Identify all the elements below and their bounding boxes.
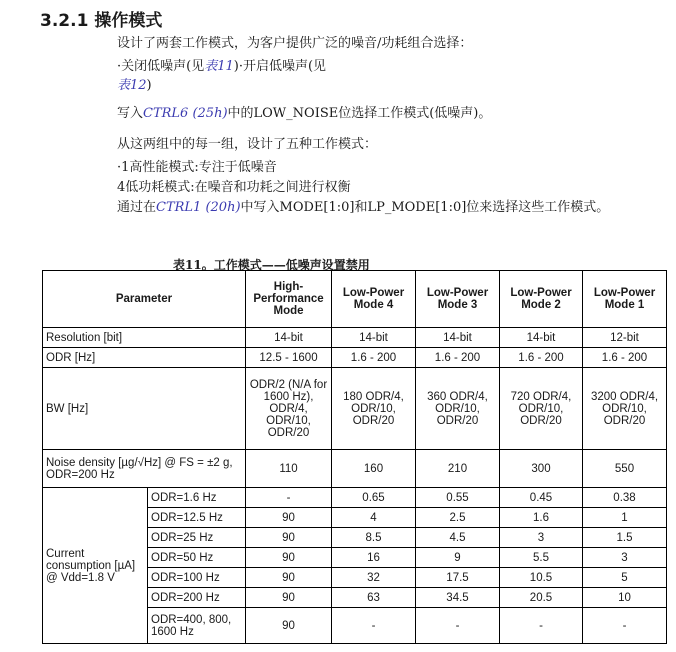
table-row bbox=[43, 488, 667, 508]
table-cell: 0.38 bbox=[583, 488, 667, 508]
table-cell: 16 bbox=[332, 548, 416, 568]
current-consumption-label: Current consumption [µA] @ Vdd=1.8 V bbox=[43, 488, 148, 644]
table-cell: 90 bbox=[246, 588, 332, 608]
line2-middle: )·开启低噪声(见 bbox=[233, 59, 327, 74]
header-low-power-4: Low-Power Mode 4 bbox=[332, 271, 416, 328]
odr-label: ODR=1.6 Hz bbox=[148, 488, 246, 508]
table-cell: 10 bbox=[583, 588, 667, 608]
table-cell: 0.65 bbox=[332, 488, 416, 508]
table-cell: 1.6 - 200 bbox=[500, 348, 583, 368]
table-cell: 3 bbox=[500, 528, 583, 548]
table-cell: 63 bbox=[332, 588, 416, 608]
table-cell: 20.5 bbox=[500, 588, 583, 608]
ctrl6-line bbox=[117, 102, 491, 121]
table-cell: 5 bbox=[583, 568, 667, 588]
line7-suffix: 中写入MODE[1:0]和LP_MODE[1:0]位来选择这些工作模式。 bbox=[240, 200, 610, 215]
odr-label: ODR=50 Hz bbox=[148, 548, 246, 568]
table-cell: 17.5 bbox=[416, 568, 500, 588]
table-cell: 4 bbox=[332, 508, 416, 528]
table11-link[interactable]: 表11 bbox=[204, 59, 234, 74]
table-cell: 9 bbox=[416, 548, 500, 568]
table-cell: 1.5 bbox=[583, 528, 667, 548]
table-cell: 14-bit bbox=[500, 328, 583, 348]
table-cell: 1.6 - 200 bbox=[332, 348, 416, 368]
row-label: Resolution [bit] bbox=[43, 328, 246, 348]
line2-prefix: ·关闭低噪声(见 bbox=[117, 59, 205, 74]
table-cell: 360 ODR/4, ODR/10, ODR/20 bbox=[416, 368, 500, 450]
table-cell: 550 bbox=[583, 450, 667, 488]
table-row bbox=[43, 368, 667, 450]
header-parameter: Parameter bbox=[43, 271, 246, 328]
table-row bbox=[43, 348, 667, 368]
table-cell: 90 bbox=[246, 608, 332, 644]
table-cell: 160 bbox=[332, 450, 416, 488]
table12-link[interactable]: 表12 bbox=[117, 78, 147, 93]
row-label: Noise density [µg/√Hz] @ FS = ±2 g, ODR=200 Hz bbox=[43, 450, 246, 488]
ctrl1-line bbox=[117, 196, 609, 215]
table-row bbox=[43, 328, 667, 348]
ctrl1-link[interactable]: CTRL1 (20h) bbox=[156, 200, 241, 215]
table-cell: 3 bbox=[583, 548, 667, 568]
table-cell: 720 ODR/4, ODR/10, ODR/20 bbox=[500, 368, 583, 450]
table-cell: 180 ODR/4, ODR/10, ODR/20 bbox=[332, 368, 416, 450]
odr-label: ODR=12.5 Hz bbox=[148, 508, 246, 528]
five-modes-text: 从这两组中的每一组，设计了五种工作模式： bbox=[117, 137, 378, 152]
ctrl6-link[interactable]: CTRL6 (25h) bbox=[143, 106, 228, 121]
table-cell: 300 bbox=[500, 450, 583, 488]
line2-suffix: ) bbox=[146, 78, 152, 93]
table-cell: 1 bbox=[583, 508, 667, 528]
table-cell: 32 bbox=[332, 568, 416, 588]
operating-modes-table bbox=[42, 270, 667, 644]
low-power-text: 4低功耗模式:在噪音和功耗之间进行权衡 bbox=[117, 180, 351, 195]
line3-suffix: 中的LOW_NOISE位选择工作模式(低噪声)。 bbox=[227, 106, 492, 121]
table-cell: 0.55 bbox=[416, 488, 500, 508]
odr-label: ODR=100 Hz bbox=[148, 568, 246, 588]
odr-label: ODR=200 Hz bbox=[148, 588, 246, 608]
table-cell: ODR/2 (N/A for 1600 Hz), ODR/4, ODR/10, ODR/20 bbox=[246, 368, 332, 450]
table-cell: 0.45 bbox=[500, 488, 583, 508]
table-cell: - bbox=[583, 608, 667, 644]
table-cell: 90 bbox=[246, 528, 332, 548]
table-cell: 90 bbox=[246, 548, 332, 568]
header-low-power-2: Low-Power Mode 2 bbox=[500, 271, 583, 328]
header-low-power-3: Low-Power Mode 3 bbox=[416, 271, 500, 328]
table-cell: 1.6 bbox=[500, 508, 583, 528]
row-label: BW [Hz] bbox=[43, 368, 246, 450]
line7-prefix: 通过在 bbox=[117, 200, 157, 215]
table-cell: 12-bit bbox=[583, 328, 667, 348]
intro-text: 设计了两套工作模式，为客户提供广泛的噪音/功耗组合选择： bbox=[117, 36, 473, 51]
header-high-performance: High-Performance Mode bbox=[246, 271, 332, 328]
odr-label: ODR=400, 800, 1600 Hz bbox=[148, 608, 246, 644]
table-cell: 4.5 bbox=[416, 528, 500, 548]
table-cell: 1.6 - 200 bbox=[416, 348, 500, 368]
table-cell: - bbox=[332, 608, 416, 644]
table-cell: 34.5 bbox=[416, 588, 500, 608]
table-cell: 90 bbox=[246, 568, 332, 588]
table-cell: 1.6 - 200 bbox=[583, 348, 667, 368]
header-low-power-1: Low-Power Mode 1 bbox=[583, 271, 667, 328]
table-row bbox=[43, 450, 667, 488]
table-cell: 3200 ODR/4, ODR/10, ODR/20 bbox=[583, 368, 667, 450]
table-cell: 8.5 bbox=[332, 528, 416, 548]
table-cell: - bbox=[500, 608, 583, 644]
section-heading: 3.2.1 操作模式 bbox=[40, 11, 163, 31]
table-cell: 110 bbox=[246, 450, 332, 488]
table-cell: 5.5 bbox=[500, 548, 583, 568]
mode-options-line bbox=[117, 57, 326, 95]
row-label: ODR [Hz] bbox=[43, 348, 246, 368]
table-cell: 14-bit bbox=[332, 328, 416, 348]
table-cell: 10.5 bbox=[500, 568, 583, 588]
table-cell: 90 bbox=[246, 508, 332, 528]
table-header-row bbox=[43, 271, 667, 328]
table-cell: - bbox=[416, 608, 500, 644]
table-cell: 2.5 bbox=[416, 508, 500, 528]
line3-prefix: 写入 bbox=[117, 106, 144, 121]
table-cell: 210 bbox=[416, 450, 500, 488]
table-caption: 表11。工作模式——低噪声设置禁用 bbox=[173, 258, 370, 272]
table-cell: 14-bit bbox=[416, 328, 500, 348]
table-cell: 14-bit bbox=[246, 328, 332, 348]
table-cell: 12.5 - 1600 bbox=[246, 348, 332, 368]
odr-label: ODR=25 Hz bbox=[148, 528, 246, 548]
high-perf-text: ·1高性能模式:专注于低噪音 bbox=[117, 160, 277, 175]
table-cell: - bbox=[246, 488, 332, 508]
